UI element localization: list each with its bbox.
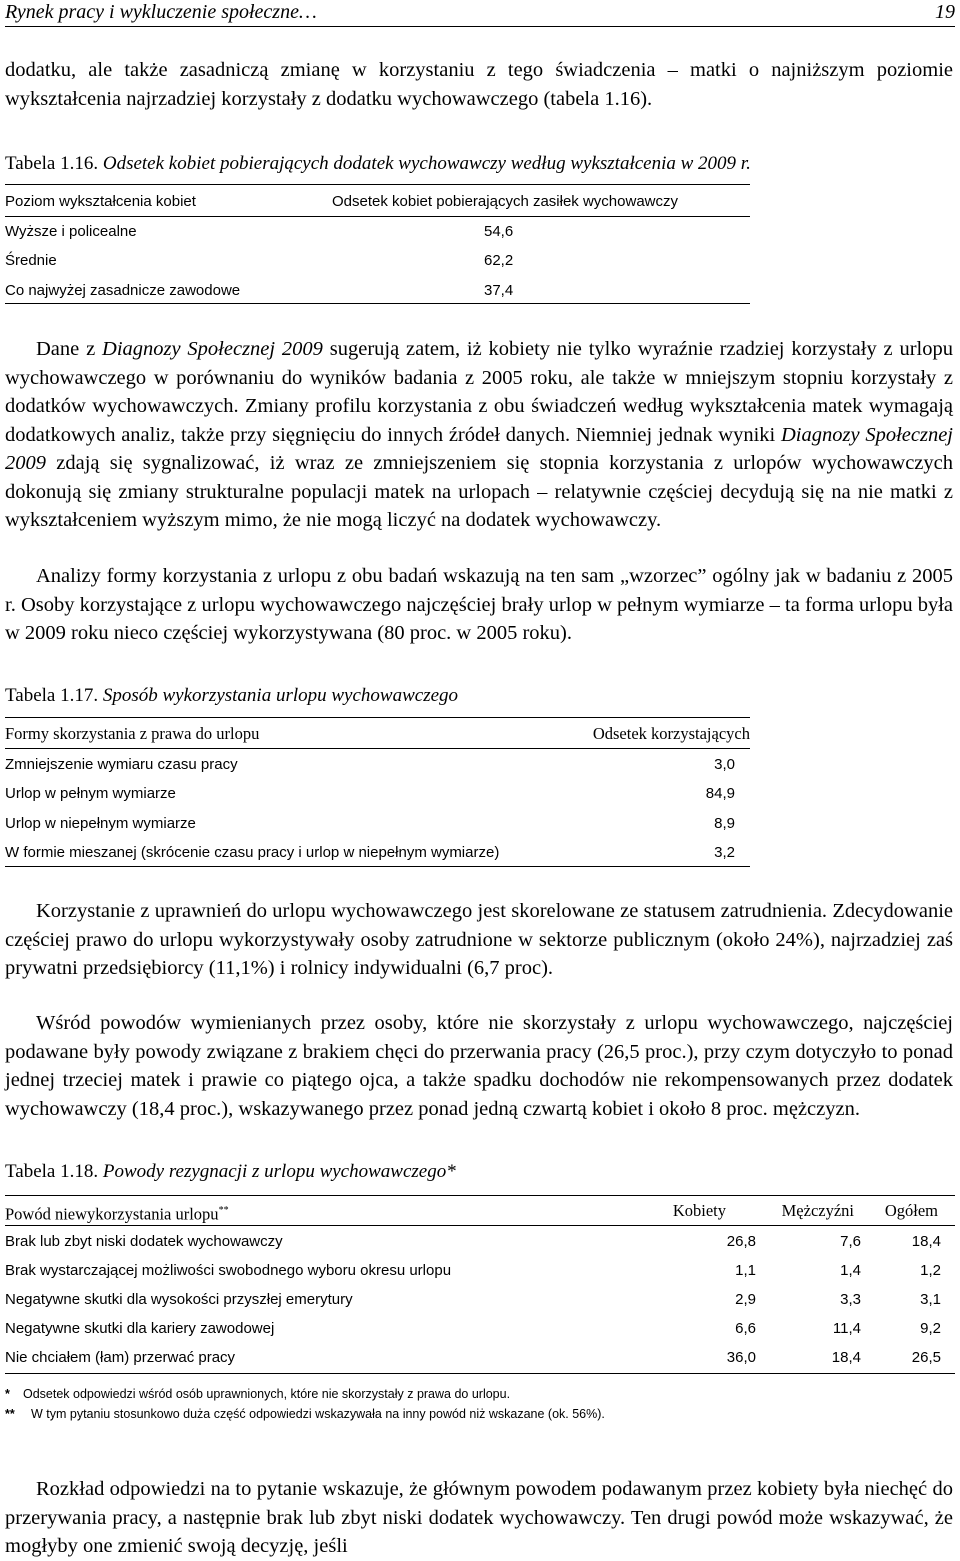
table-17-top-rule [5,717,750,718]
running-header [5,0,955,27]
table-row-label: Brak wystarczającej możliwości swobodnego wyboru okresu urlopu [5,1262,452,1279]
table-row-women: 36,0 [726,1349,756,1366]
footnote-text: W tym pytaniu stosunkowo duża część odpowiedzi wskazywała na inny powód niż wskazane (ok. 56%). [31,1407,605,1421]
table-17-caption-text: Sposób wykorzystania urlopu wychowawczego [102,685,459,706]
table-16-header-level: Poziom wykształcenia kobiet [5,193,196,210]
table-18-header-reason-label: Powód niewykorzystania urlopu [5,1204,219,1224]
table-18-footnote-2 [5,1406,605,1422]
table-18-header-rule [5,1225,955,1226]
table-row-total: 1,2 [920,1262,941,1279]
table-row-men: 1,4 [840,1262,861,1279]
table-18-top-rule [5,1195,955,1196]
table-16-bottom-rule [5,303,750,304]
table-18-caption-text: Powody rezygnacji z urlopu wychowawczego* [102,1161,456,1182]
table-row-value: 8,9 [714,815,735,832]
paragraph-1: dodatku, ale także zasadniczą zmianę w korzystaniu z tego świadczenia – matki o najniższym poziomie wykształcenia najrzadziej korzystały z dodatku wychowawczego (tabela 1.16). [5,59,953,110]
table-row-label: Brak lub zbyt niski dodatek wychowawczy [5,1233,283,1250]
table-row-total: 18,4 [911,1233,941,1250]
table-18-bottom-rule [5,1373,955,1374]
table-row-value: 3,0 [714,756,735,773]
table-row-value: 37,4 [484,282,514,299]
table-row-total: 9,2 [920,1320,941,1337]
table-row-label: Urlop w niepełnym wymiarze [5,815,196,832]
paragraph-4: Korzystanie z uprawnień do urlopu wychowawczego jest skorelowane ze statusem zatrudnienia. Zdecydowanie częściej prawo do urlopu wykorzystywały osoby zatrudnione w sektorze publicznym (około 24%), najrzadziej zaś prywatni przedsiębiorcy (11,1%) i rolnicy indywidualni (6,7 proc). [5,900,953,979]
table-row-label: Zmniejszenie wymiaru czasu pracy [5,756,238,773]
paragraph-6: Rozkład odpowiedzi na to pytanie wskazuje, że głównym powodem podawanym przez kobiety była niechęć do przerywania pracy, a następnie brak lub zbyt niski dodatek wychowawczy. Ten drugi powód może wskazywać, że mogłyby one zmienić swoją decyzję, jeśli [5,1478,953,1557]
table-row-men: 11,4 [832,1320,861,1337]
table-17-header-form: Formy skorzystania z prawa do urlopu [5,724,260,743]
table-17-caption [5,684,458,708]
table-row-label: Nie chciałem (łam) przerwać pracy [5,1349,236,1366]
paragraph-3: Analizy formy korzystania z urlopu z obu badań wskazują na ten sam „wzorzec” ogólny jak w badaniu z 2005 r. Osoby korzystające z urlopu wychowawczego najczęściej brały urlop w pełnym wymiarze – ta forma urlopu była w 2009 roku nieco częściej wykorzystywana (80 proc. w 2005 roku). [5,565,953,644]
table-16-header-share: Odsetek kobiet pobierających zasiłek wychowawczy [332,193,678,210]
table-row-label: Co najwyżej zasadnicze zawodowe [5,282,241,299]
table-row-women: 1,1 [735,1262,756,1279]
table-row-label: W formie mieszanej (skrócenie czasu pracy i urlop w niepełnym wymiarze) [5,844,500,861]
table-18-header-total: Ogółem [884,1201,938,1220]
table-row-men: 3,3 [840,1291,861,1308]
table-row-men: 7,6 [840,1233,861,1250]
paragraph-2-part-a: Dane z [36,338,103,360]
paragraph-2-emphasis-a: Diagnozy Społecznej 2009 [102,338,323,360]
table-18-header-men: Mężczyźni [781,1201,854,1220]
paragraph-2-part-b: sugerują zatem, iż kobiety nie tylko wyraźnie rzadziej korzystały z urlopu wychowawczego w porównaniu do wyników badania z 2005 roku, ale także w mniejszym stopniu korzystały z dodatków wychowawczych. Zmiany profilu korzystania z obu świadczeń według wykształcenia matek wymagają dodatkowych analiz, także przy sięgnięciu do innych źródeł danych. Niemniej jednak wyniki [5,338,954,446]
table-row-women: 6,6 [735,1320,756,1337]
table-row-value: 62,2 [484,252,514,269]
table-16-caption [5,152,751,176]
table-17-bottom-rule [5,866,750,867]
table-row-label: Średnie [5,252,57,269]
table-18-header-footnote-mark: ** [218,1205,229,1216]
table-16-caption-text: Odsetek kobiet pobierających dodatek wychowawczy według wykształcenia w 2009 r. [102,153,751,174]
table-row-label: Negatywne skutki dla wysokości przyszłej emerytury [5,1291,353,1308]
table-18-caption [5,1160,456,1184]
paragraph-5: Wśród powodów wymienianych przez osoby, które nie skorzystały z urlopu wychowawczego, najczęściej podawane były powody związane z brakiem chęci do przerwania pracy (26,5 proc.), przy czym dotyczyło to ponad jednej trzeciej matek i prawie co piątego ojca, a także spadku dochodów nie rekompensowanych przez dodatek wychowawczy (18,4 proc.), wskazywanego przez ponad jedną czwartą kobiet i około 8 proc. mężczyzn. [5,1012,953,1120]
page-number: 19 [935,1,955,23]
table-row-total: 26,5 [911,1349,941,1366]
table-row-value: 54,6 [484,223,514,240]
table-16-header-rule [5,216,750,217]
paragraph-2-emphasis-b: Diagnozy Społecznej 2009 [5,423,953,474]
table-18-header-women: Kobiety [672,1201,726,1220]
table-18-footnote-1 [5,1386,510,1402]
table-17-header-rule [5,748,750,749]
table-16-top-rule [5,184,750,185]
table-18-header-reason [5,1201,229,1225]
table-row-label: Negatywne skutki dla kariery zawodowej [5,1320,275,1337]
paragraph-2 [5,335,953,535]
footnote-mark: ** [5,1407,15,1421]
table-row-men: 18,4 [831,1349,861,1366]
table-row-label: Urlop w pełnym wymiarze [5,785,176,802]
running-header-title: Rynek pracy i wykluczenie społeczne… [5,1,317,23]
table-18-caption-label: Tabela 1.18. [5,1161,99,1182]
footnote-text: Odsetek odpowiedzi wśród osób uprawnionych, które nie skorzystały z prawa do urlopu. [23,1387,511,1401]
table-row-value: 84,9 [705,785,735,802]
table-row-label: Wyższe i policealne [5,223,137,240]
table-row-women: 2,9 [735,1291,756,1308]
table-17-header-share: Odsetek korzystających [592,724,750,743]
paragraph-2-part-c: zdają się sygnalizować, iż wraz ze zmniejszeniem się stopnia korzystania z urlopów wychowawczych dokonują się zmiany strukturalne populacji matek na urlopach – relatywnie częściej decydują się na nie matki z wykształceniem wyższym mimo, że nie mogą liczyć na dodatek wychowawczy. [5,452,953,531]
table-row-total: 3,1 [920,1291,941,1308]
table-row-women: 26,8 [726,1233,756,1250]
footnote-mark: * [5,1387,10,1401]
table-row-value: 3,2 [714,844,735,861]
table-17-caption-label: Tabela 1.17. [5,685,99,706]
table-16-caption-label: Tabela 1.16. [5,153,99,174]
